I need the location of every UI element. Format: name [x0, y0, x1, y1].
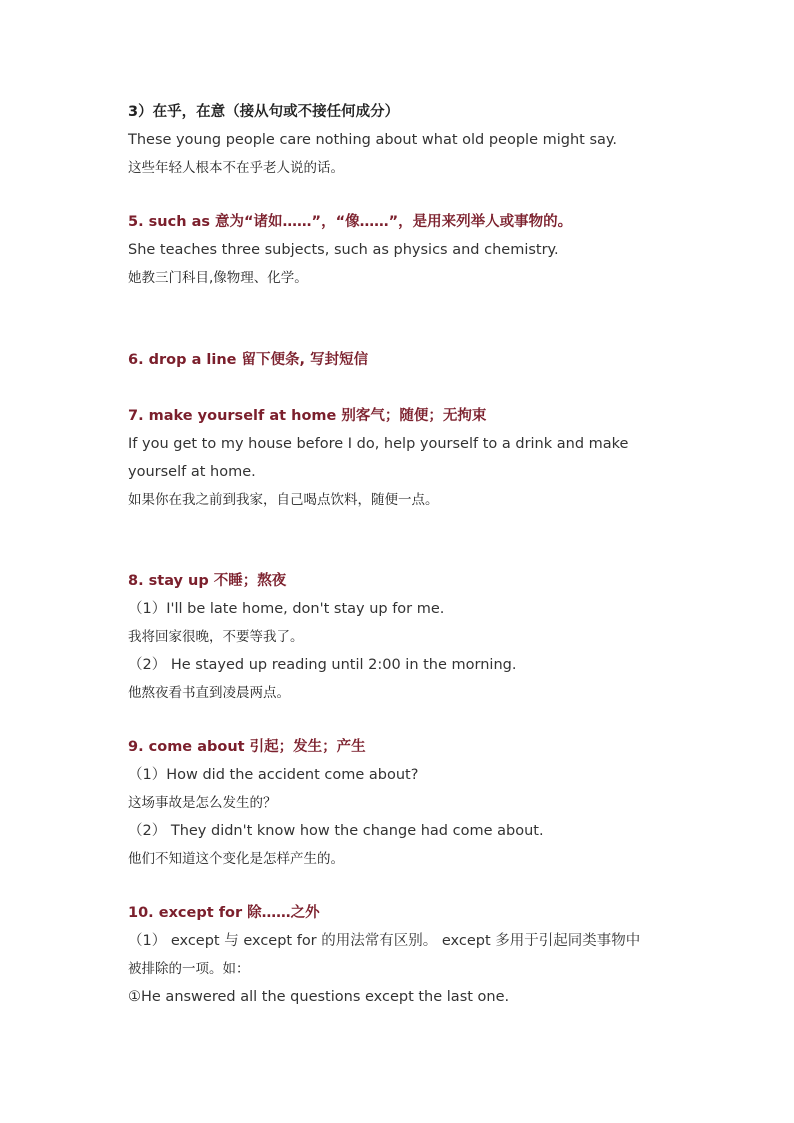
example-english: （2） They didn't know how the change had come about.: [128, 823, 544, 839]
example-english-continued: yourself at home.: [128, 464, 256, 480]
usage-note: （1） except 与 except for 的用法常有区别。 except 多用于引起同类事物中: [128, 933, 641, 949]
example-chinese: 这场事故是怎么发生的？: [128, 795, 277, 811]
example-chinese: 这些年轻人根本不在乎老人说的话。: [128, 160, 344, 176]
example-chinese: 他熬夜看书直到凌晨两点。: [128, 685, 290, 701]
example-english: These young people care nothing about what old people might say.: [128, 132, 618, 148]
example-chinese: 如果你在我之前到我家，自己喝点饮料，随便一点。: [128, 492, 439, 508]
usage-note-continued: 被排除的一项。如：: [128, 961, 250, 977]
example-english: If you get to my house before I do, help yourself to a drink and make: [128, 436, 629, 452]
example-english: （1）How did the accident come about?: [128, 767, 419, 783]
example-chinese: 她教三门科目,像物理、化学。: [128, 270, 308, 286]
example-english: She teaches three subjects, such as physics and chemistry.: [128, 242, 559, 258]
example-chinese: 他们不知道这个变化是怎样产生的。: [128, 851, 344, 867]
heading-make-yourself-at-home: 7. make yourself at home 别客气；随便；无拘束: [128, 408, 487, 424]
example-english: （1）I'll be late home, don't stay up for me.: [128, 601, 445, 617]
example-chinese: 我将回家很晚，不要等我了。: [128, 629, 304, 645]
example-english: （2） He stayed up reading until 2:00 in the morning.: [128, 657, 517, 673]
example-english: ①He answered all the questions except the last one.: [128, 989, 510, 1005]
heading-drop-a-line: 6. drop a line 留下便条, 写封短信: [128, 352, 369, 368]
heading-stay-up: 8. stay up 不睡；熬夜: [128, 573, 287, 589]
heading-come-about: 9. come about 引起；发生；产生: [128, 739, 366, 755]
heading-except-for: 10. except for 除……之外: [128, 905, 320, 921]
heading-such-as: 5. such as 意为“诸如……”，“像……”，是用来列举人或事物的。: [128, 214, 573, 230]
subheading-care-about: 3）在乎，在意（接从句或不接任何成分）: [128, 104, 400, 120]
